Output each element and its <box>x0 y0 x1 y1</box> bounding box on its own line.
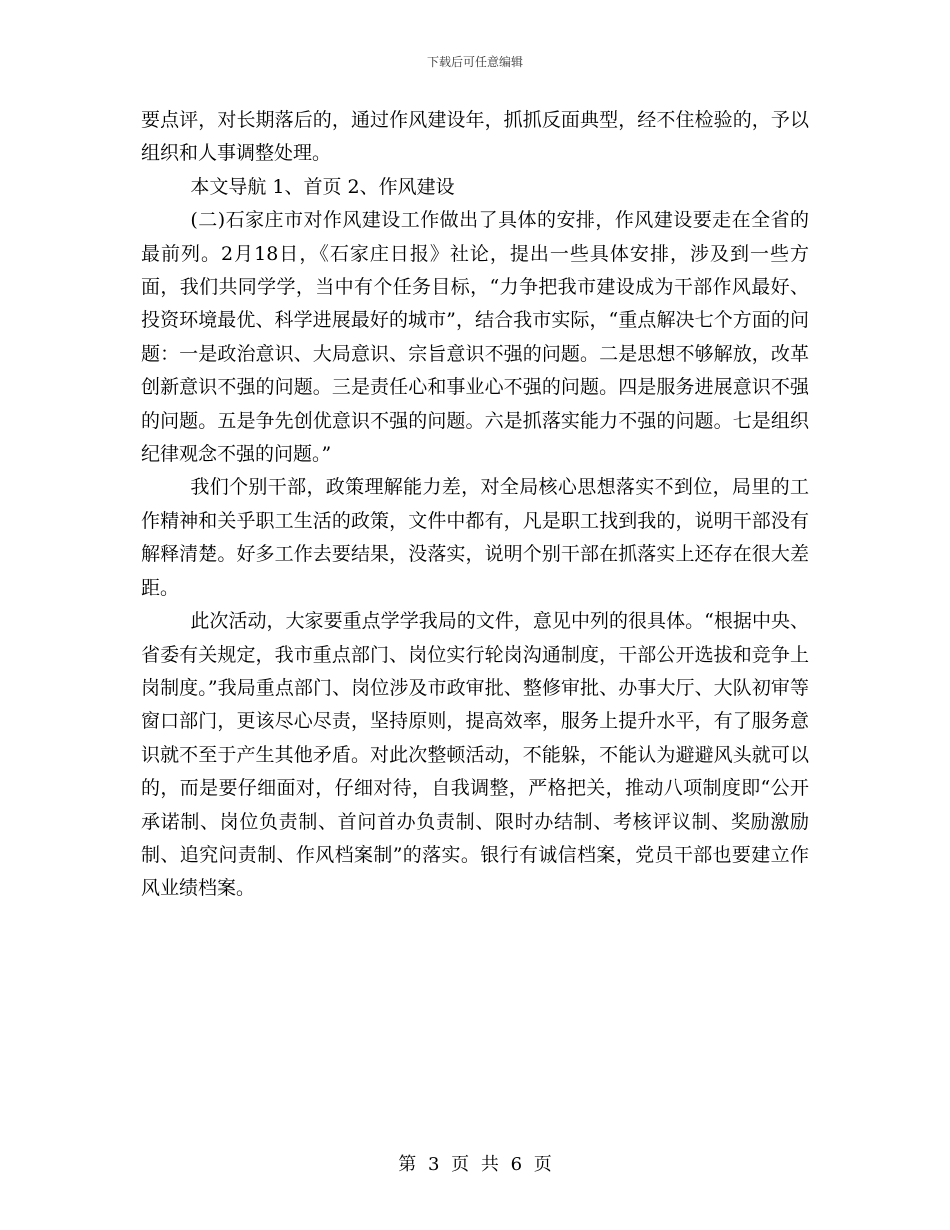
document-body <box>141 104 809 906</box>
paragraph-this-activity: 此次活动，大家要重点学学我局的文件，意见中列的很具体。“根据中央、省委有关规定，我市重点部门、岗位实行轮岗沟通制度，干部公开选拔和竞争上岗制度。”我局重点部门、岗位涉及市政审批、整修审批、办事大厅、大队初审等窗口部门，更该尽心尽责，坚持原则，提高效率，服务上提升水平，有了服务意识就不至于产生其他矛盾。对此次整顿活动，不能躲，不能认为避避风头就可以的，而是要仔细面对，仔细对待，自我调整，严格把关，推动八项制度即“公开承诺制、岗位负责制、首问首办负责制、限时办结制、考核评议制、奖励激励制、追究问责制、作风档案制”的落实。银行有诚信档案，党员干部也要建立作风业绩档案。 <box>141 610 809 900</box>
paragraph-shijiazhuang-arrangement: (二)石家庄市对作风建设工作做出了具体的安排，作风建设要走在全省的最前列。2月18日，《石家庄日报》社论，提出一些具体安排，涉及到一些方面，我们共同学学，当中有个任务目标，“力争把我市建设成为干部作风最好、投资环境最优、科学进展最好的城市”，结合我市实际，“重点解决七个方面的问题：一是政治意识、大局意识、宗旨意识不强的问题。二是思想不够解放，改革创新意识不强的问题。三是责任心和事业心不强的问题。四是服务进展意识不强的问题。五是争先创优意识不强的问题。六是抓落实能力不强的问题。七是组织纪律观念不强的问题。” <box>141 209 809 466</box>
paragraph-continuation: 要点评，对长期落后的，通过作风建设年，抓抓反面典型，经不住检验的，予以组织和人事调整处理。 <box>141 109 809 165</box>
page-header: 下载后可任意编辑 <box>426 55 523 69</box>
page-number-footer: 第 3 页 共 6 页 <box>398 1154 552 1175</box>
paragraph-article-navigation: 本文导航 1、首页 2、作风建设 <box>190 175 455 198</box>
paragraph-individual-cadres: 我们个别干部，政策理解能力差，对全局核心思想落实不到位，局里的工作精神和关乎职工生活的政策，文件中都有，凡是职工找到我的，说明干部没有解释清楚。好多工作去要结果，没落实，说明个别干部在抓落实上还存在很大差距。 <box>141 476 809 599</box>
